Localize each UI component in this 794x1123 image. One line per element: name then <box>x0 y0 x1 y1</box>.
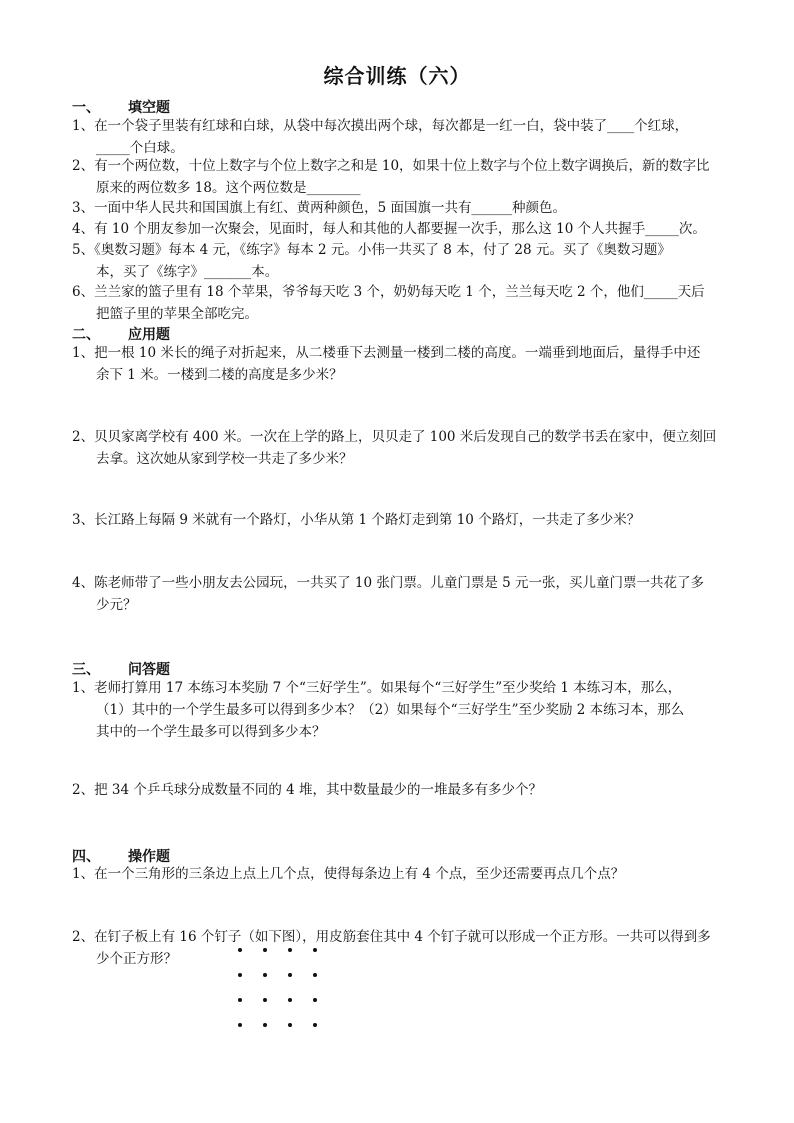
question-fill-5 <box>72 239 732 283</box>
question-line: 少元？ <box>96 597 137 613</box>
question-fill-1 <box>72 115 732 159</box>
nail-dot <box>313 1023 317 1027</box>
question-line: 1、老师打算用 17 本练习本奖励 7 个“三好学生”。如果每个“三好学生”至少奖给 1 本练习本，那么， <box>72 680 682 696</box>
question-app-4 <box>72 572 732 616</box>
nail-board-diagram <box>238 948 328 1038</box>
question-fill-6 <box>72 281 732 325</box>
page-title: 综合训练（六） <box>323 64 471 88</box>
question-qa-2 <box>72 779 732 801</box>
section-heading-qa <box>72 659 170 679</box>
question-line: 余下 1 米。一楼到二楼的高度是多少米？ <box>96 367 343 383</box>
nail-dot <box>288 948 292 952</box>
section-heading-fill <box>72 97 170 117</box>
question-line: 5、《奥数习题》每本 4 元，《练字》每本 2 元。小伟一共买了 8 本，付了 28 元。买了《奥数习题》 <box>72 242 671 258</box>
question-qa-1 <box>72 677 732 743</box>
question-line: 2、把 34 个乒乓球分成数量不同的 4 堆，其中数量最少的一堆最多有多少个？ <box>72 782 543 798</box>
question-line: 1、在一个三角形的三条边上点上几个点，使得每条边上有 4 个点，至少还需要再点几个点？ <box>72 866 625 882</box>
question-op-2 <box>72 926 732 970</box>
section-title: 填空题 <box>128 100 170 116</box>
question-line: _____个白球。 <box>96 140 184 156</box>
nail-dot <box>288 1023 292 1027</box>
section-number: 三、 <box>72 662 100 678</box>
question-line: 4、陈老师带了一些小朋友去公园玩，一共买了 10 张门票。儿童门票是 5 元一张，买儿童门票一共花了多 <box>72 575 705 591</box>
nail-dot <box>263 973 267 977</box>
question-fill-4 <box>72 218 732 240</box>
question-op-1 <box>72 863 732 885</box>
nail-dot <box>288 998 292 1002</box>
question-app-1 <box>72 342 732 386</box>
section-number: 四、 <box>72 849 100 865</box>
nail-dot <box>263 998 267 1002</box>
section-title: 问答题 <box>128 662 170 678</box>
question-line: 本，买了《练字》_______本。 <box>96 264 279 280</box>
question-line: （1）其中的一个学生最多可以得到多少本？（2）如果每个“三好学生”至少奖励 2 本练习本，那么 <box>96 702 685 718</box>
question-line: 把篮子里的苹果全部吃完。 <box>96 306 258 322</box>
nail-dot <box>238 948 242 952</box>
nail-dot <box>313 948 317 952</box>
question-line: 3、一面中华人民共和国国旗上有红、黄两种颜色，5 面国旗一共有______种颜色。 <box>72 200 566 216</box>
question-line: 原来的两位数多 18。这个两位数是________ <box>96 180 361 196</box>
question-line: 6、兰兰家的篮子里有 18 个苹果，爷爷每天吃 3 个，奶奶每天吃 1 个，兰兰每天吃 2 个，他们_____天后 <box>72 284 705 300</box>
question-app-3 <box>72 509 732 531</box>
nail-dot <box>313 973 317 977</box>
nail-dot <box>238 1023 242 1027</box>
nail-dot <box>238 998 242 1002</box>
question-line: 去拿。这次她从家到学校一共走了多少米？ <box>96 451 353 467</box>
nail-dot <box>238 973 242 977</box>
question-fill-3 <box>72 197 732 219</box>
question-line: 1、把一根 10 米长的绳子对折起来，从二楼垂下去测量一楼到二楼的高度。一端垂到地面后，量得手中还 <box>72 345 701 361</box>
question-line: 其中的一个学生最多可以得到多少本？ <box>96 724 326 740</box>
question-line: 2、有一个两位数，十位上数字与个位上数字之和是 10，如果十位上数字与个位上数字调换后，新的数字比 <box>72 158 710 174</box>
nail-dot <box>288 973 292 977</box>
section-number: 一、 <box>72 100 100 116</box>
question-fill-2 <box>72 155 732 199</box>
section-title: 操作题 <box>128 849 170 865</box>
question-line: 1、在一个袋子里装有红球和白球，从袋中每次摸出两个球，每次都是一红一白，袋中装了____个红球， <box>72 118 689 134</box>
question-app-2 <box>72 426 732 470</box>
section-number: 二、 <box>72 327 100 343</box>
question-line: 2、在钉子板上有 16 个钉子（如下图），用皮筋套住其中 4 个钉子就可以形成一个正方形。一共可以得到多 <box>72 929 711 945</box>
nail-dot <box>263 1023 267 1027</box>
question-line: 少个正方形？ <box>96 951 177 967</box>
section-heading-application <box>72 324 170 344</box>
question-line: 4、有 10 个朋友参加一次聚会，见面时，每人和其他的人都要握一次手，那么这 10 个人共握手_____次。 <box>72 221 706 237</box>
nail-dot <box>263 948 267 952</box>
question-line: 3、长江路上每隔 9 米就有一个路灯，小华从第 1 个路灯走到第 10 个路灯，一共走了多少米？ <box>72 512 641 528</box>
section-title: 应用题 <box>128 327 170 343</box>
nail-dot <box>313 998 317 1002</box>
question-line: 2、贝贝家离学校有 400 米。一次在上学的路上，贝贝走了 100 米后发现自己的数学书丢在家中，便立刻回 <box>72 429 717 445</box>
